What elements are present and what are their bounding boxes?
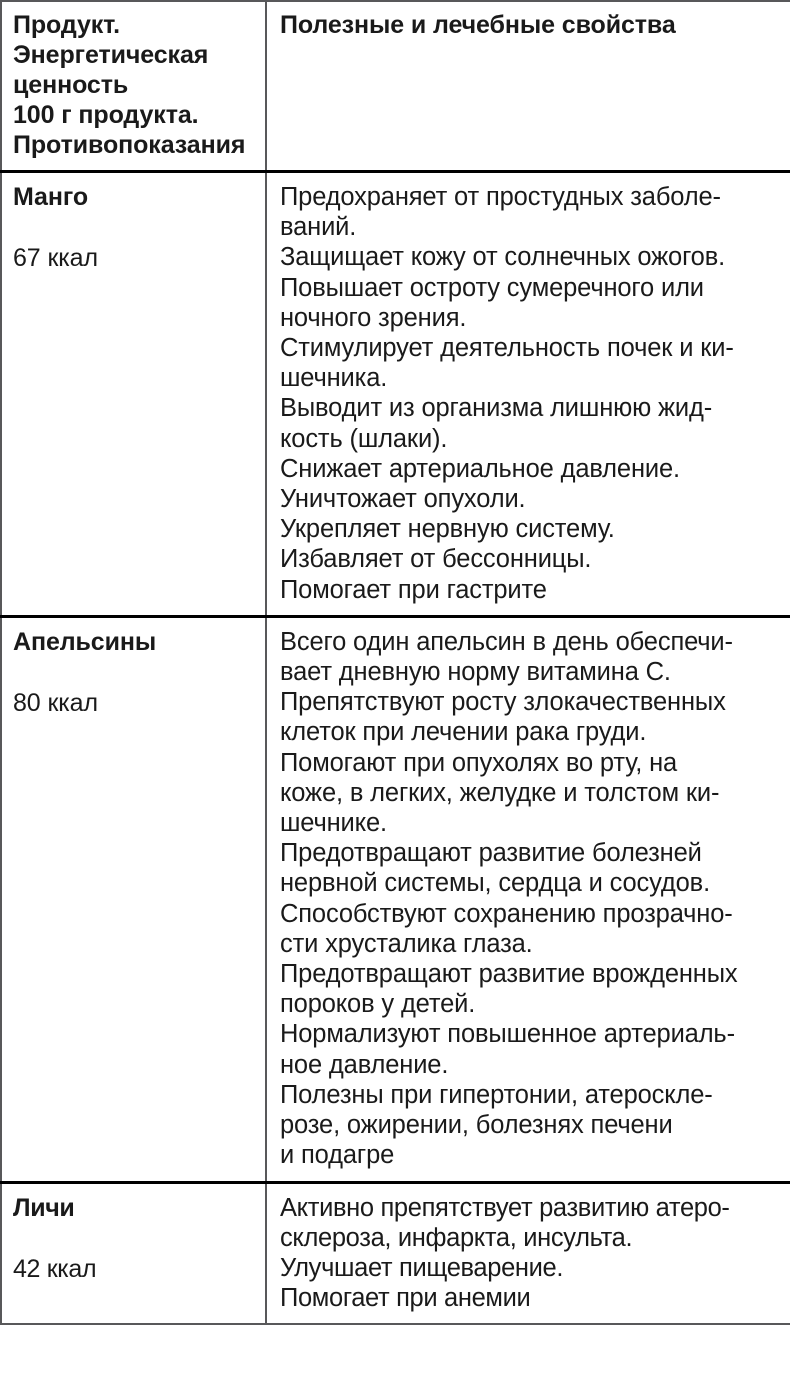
property-line: ваний. xyxy=(280,213,357,242)
property-line: сти хрусталика глаза. xyxy=(280,929,533,958)
property-line: Повышает остроту сумеречного или xyxy=(280,273,704,302)
table-row xyxy=(1,172,790,617)
table-header-row xyxy=(1,1,790,172)
property-line: пороков у детей. xyxy=(280,990,476,1019)
property-line: Препятствуют росту злокачественных xyxy=(280,688,726,717)
header-product-line-5: Противопоказания xyxy=(13,131,246,159)
header-product-line-1: Продукт. xyxy=(13,11,120,39)
row-mango-properties-cell xyxy=(266,172,790,617)
property-line: Помогает при анемии xyxy=(280,1284,531,1313)
header-cell-product xyxy=(1,1,266,172)
property-line: клеток при лечении рака груди. xyxy=(280,718,647,747)
row-lychee-properties-inner xyxy=(267,1184,790,1324)
row-orange-product-inner xyxy=(2,618,265,728)
row-orange-properties-inner xyxy=(267,618,790,1181)
property-line: коже, в легких, желудке и толстом ки- xyxy=(280,778,720,807)
property-line: Всего один апельсин в день обеспечи- xyxy=(280,627,733,656)
property-line: ночного зрения. xyxy=(280,303,467,332)
header-product-line-3: ценность xyxy=(13,71,129,99)
property-line: кость (шлаки). xyxy=(280,424,448,453)
row-lychee-properties-cell xyxy=(266,1182,790,1324)
property-line: Помогает при гастрите xyxy=(280,575,547,604)
property-line: Укрепляет нервную систему. xyxy=(280,515,615,544)
product-energy: 80 ккал xyxy=(13,688,98,717)
product-name: Манго xyxy=(13,183,88,211)
property-line: Снижает артериальное давление. xyxy=(280,454,680,483)
property-line: Нормализуют повышенное артериаль- xyxy=(280,1020,735,1049)
header-properties-inner xyxy=(267,2,790,50)
property-line: и подагре xyxy=(280,1141,395,1170)
property-line: склероза, инфаркта, инсульта. xyxy=(280,1223,633,1252)
table-row xyxy=(1,616,790,1182)
row-orange-product-cell xyxy=(1,616,266,1182)
property-line: вает дневную норму витамина С. xyxy=(280,658,671,687)
row-mango-product-cell xyxy=(1,172,266,617)
property-line: Выводит из организма лишнюю жид- xyxy=(280,394,713,423)
product-name: Личи xyxy=(13,1193,75,1222)
property-line: Улучшает пищеварение. xyxy=(280,1253,564,1282)
table-body xyxy=(1,1,790,1324)
property-line: Помогают при опухолях во рту, на xyxy=(280,748,678,777)
row-lychee-product-cell xyxy=(1,1182,266,1324)
property-line: Способствуют сохранению прозрачно- xyxy=(280,899,733,928)
property-line: Предотвращают развитие врожденных xyxy=(280,960,738,989)
header-product-line-4: 100 г продукта. xyxy=(13,101,199,129)
product-energy: 67 ккал xyxy=(13,244,98,272)
header-product-line-2: Энергетическая xyxy=(13,41,209,69)
property-line: шечника. xyxy=(280,364,388,393)
property-line: нервной системы, сердца и сосудов. xyxy=(280,869,711,898)
row-orange-properties-cell xyxy=(266,616,790,1182)
row-mango-properties-inner xyxy=(267,173,790,615)
property-line: Полезны при гипертонии, атероскле- xyxy=(280,1080,713,1109)
row-mango-product-inner xyxy=(2,173,265,283)
product-energy: 42 ккал xyxy=(13,1254,97,1283)
header-cell-properties xyxy=(266,1,790,172)
property-line: шечнике. xyxy=(280,809,387,838)
property-line: ное давление. xyxy=(280,1050,449,1079)
property-line: Стимулирует деятельность почек и ки- xyxy=(280,334,734,363)
header-properties-title: Полезные и лечебные свойства xyxy=(280,11,676,39)
property-line: Предотвращают развитие болезней xyxy=(280,839,702,868)
table-row xyxy=(1,1182,790,1324)
property-line: Избавляет от бессонницы. xyxy=(280,545,592,574)
row-lychee-product-inner xyxy=(2,1184,265,1294)
header-product-inner xyxy=(2,2,265,170)
property-line: розе, ожирении, болезнях печени xyxy=(280,1111,673,1140)
product-name: Апельсины xyxy=(13,627,157,656)
property-line: Защищает кожу от солнечных ожогов. xyxy=(280,243,726,272)
property-line: Уничтожает опухоли. xyxy=(280,485,526,514)
property-line: Активно препятствует развитию атеро- xyxy=(280,1193,730,1222)
property-line: Предохраняет от простудных заболе- xyxy=(280,183,721,211)
